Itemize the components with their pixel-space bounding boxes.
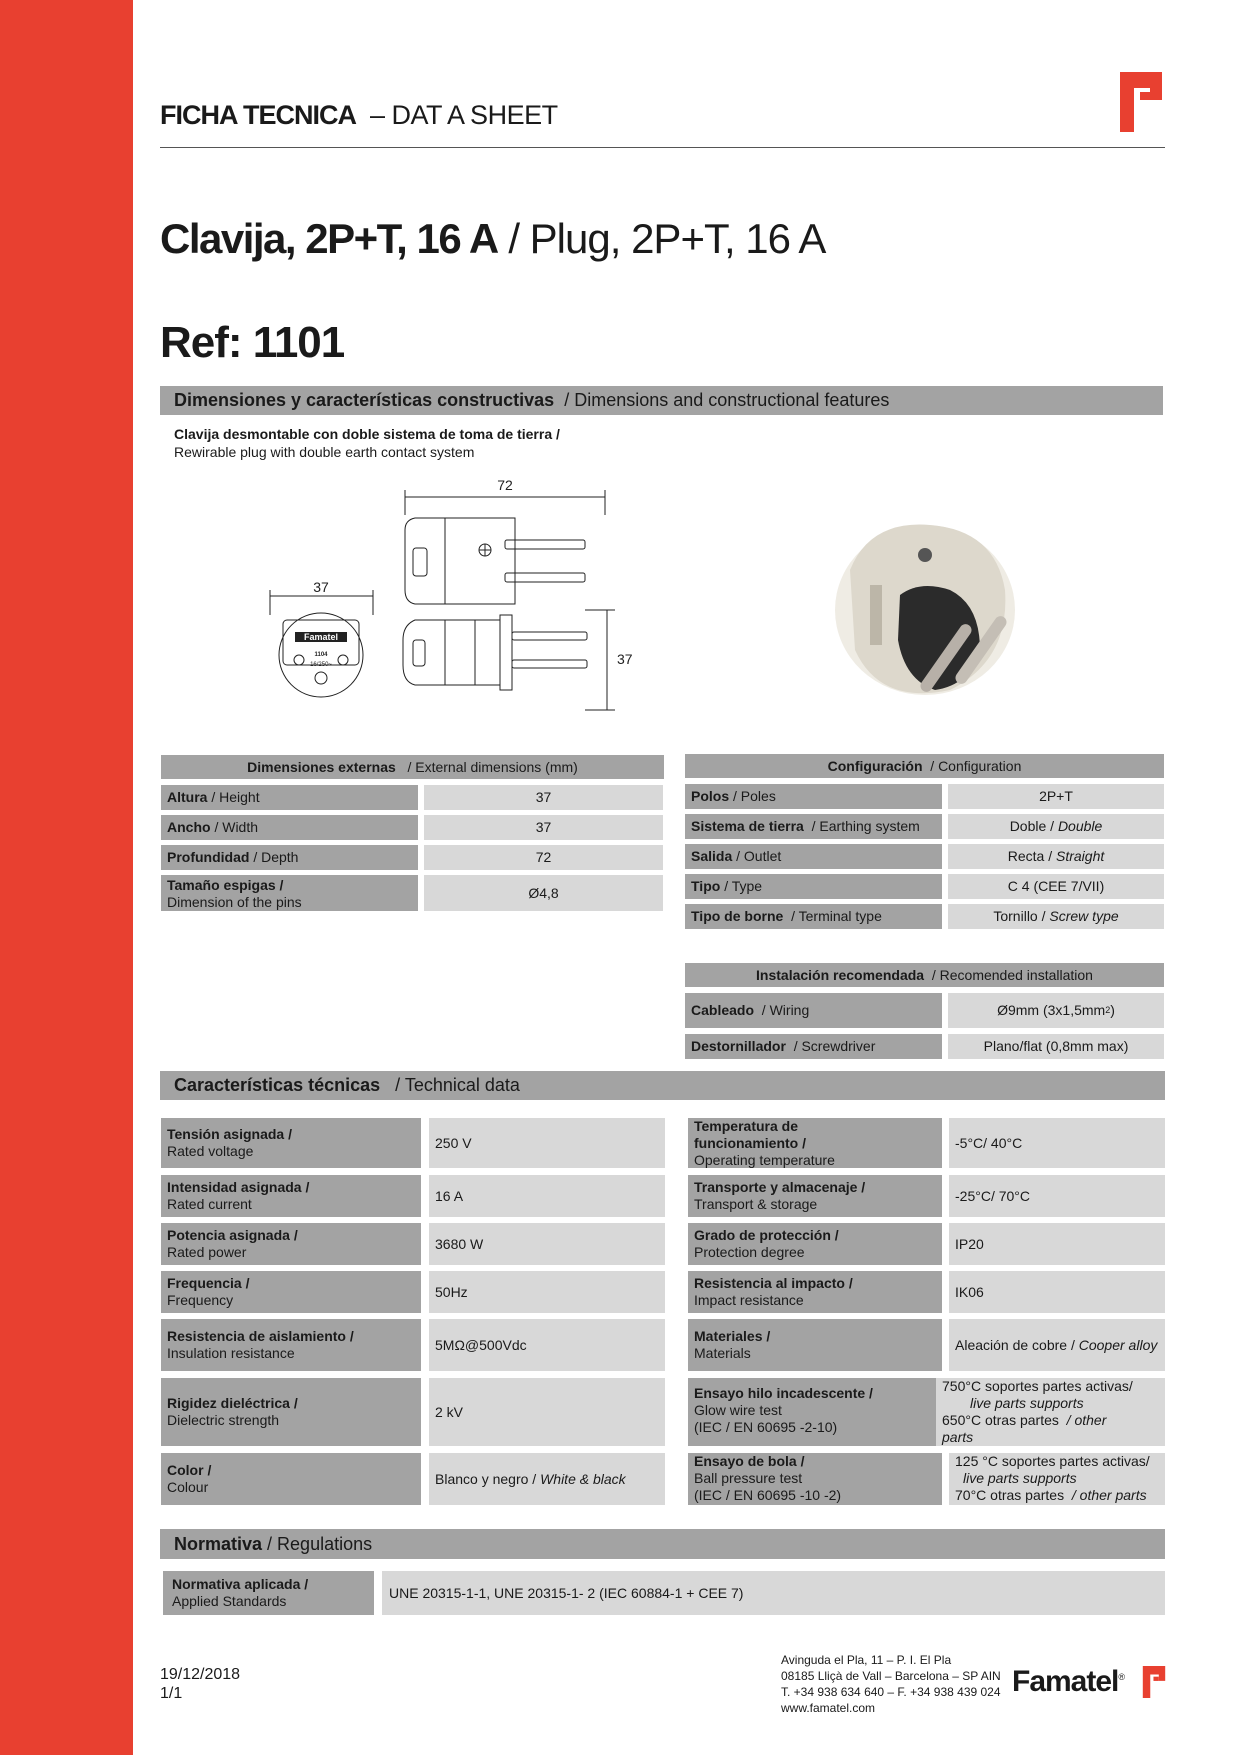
tech-label-power: Potencia asignada / Rated power (161, 1223, 421, 1265)
tech-value-materials: Aleación de cobre / Cooper alloy (949, 1319, 1165, 1371)
dim-72-label: 72 (497, 477, 513, 493)
ext-dims-header: Dimensiones externas / External dimensions (mm) (161, 755, 664, 779)
config-value-type: C 4 (CEE 7/VII) (948, 874, 1164, 899)
tech-value-operating-temp: -5°C/ 40°C (949, 1118, 1165, 1168)
ext-dims-label-depth: Profundidad / Depth (161, 845, 418, 870)
tech-label-materials: Materiales / Materials (688, 1319, 942, 1371)
plug-photo (830, 500, 1040, 720)
left-accent-bar (0, 0, 133, 1755)
tech-label-colour: Color / Colour (161, 1453, 421, 1505)
tech-value-insulation: 5MΩ@500Vdc (429, 1319, 665, 1371)
reg-label: Normativa aplicada / Applied Standards (163, 1571, 374, 1615)
ext-dims-label-height: Altura / Height (161, 785, 418, 810)
config-value-poles: 2P+T (948, 784, 1164, 809)
config-value-earthing: Doble / Double (948, 814, 1164, 839)
tech-label-glow-wire: Ensayo hilo incadescente / Glow wire test (IEC / EN 60695 -2-10) (688, 1378, 942, 1446)
product-title: Clavija, 2P+T, 16 A / Plug, 2P+T, 16 A (160, 215, 826, 262)
tech-value-frequency: 50Hz (429, 1271, 665, 1313)
section-technical-header: Características técnicas / Technical data (160, 1071, 1165, 1100)
config-label-type: Tipo / Type (685, 874, 942, 899)
install-value-wiring: Ø9mm (3x1,5mm 2 ) (948, 993, 1164, 1028)
footer-address: Avinguda el Pla, 11 – P. I. El Pla 08185 Lliçà de Vall – Barcelona – SP AIN T. +34 938 634 640 – F. +34 938 439 024 www.famatel.com (781, 1653, 1001, 1715)
famatel-logo-small-icon (1142, 1666, 1166, 1698)
section-regulations-header: Normativa / Regulations (160, 1529, 1165, 1559)
dim-37-right-label: 37 (617, 651, 633, 667)
ext-dims-value-width: 37 (424, 815, 663, 840)
reg-value: UNE 20315-1-1, UNE 20315-1- 2 (IEC 60884-1 + CEE 7) (382, 1571, 1165, 1615)
drawing-code-label: 1104 (314, 652, 328, 658)
config-value-outlet: Recta / Straight (948, 844, 1164, 869)
tech-label-transport: Transporte y almacenaje / Transport & storage (688, 1175, 942, 1217)
footer-brand: Famatel® (1012, 1665, 1125, 1698)
ext-dims-value-height: 37 (424, 785, 663, 810)
tech-value-voltage: 250 V (429, 1118, 665, 1168)
tech-label-protection: Grado de protección / Protection degree (688, 1223, 942, 1265)
tech-label-ball-pressure: Ensayo de bola / Ball pressure test (IEC / EN 60695 -10 -2) (688, 1453, 942, 1505)
tech-value-colour: Blanco y negro / White & black (429, 1453, 665, 1505)
dim-37-left-label: 37 (313, 579, 329, 595)
dimension-drawing (255, 470, 633, 720)
doc-header: FICHA TECNICA – DAT A SHEET (160, 100, 558, 130)
ext-dims-label-pins: Tamaño espigas / Dimension of the pins (161, 875, 418, 911)
tech-value-transport: -25°C/ 70°C (949, 1175, 1165, 1217)
tech-value-power: 3680 W (429, 1223, 665, 1265)
install-label-screwdriver: Destornillador / Screwdriver (685, 1034, 942, 1059)
config-label-earthing: Sistema de tierra / Earthing system (685, 814, 942, 839)
tech-value-current: 16 A (429, 1175, 665, 1217)
config-label-outlet: Salida / Outlet (685, 844, 942, 869)
drawing-brand-label: Famatel (303, 632, 339, 642)
famatel-logo-icon (1120, 72, 1162, 132)
config-label-terminal: Tipo de borne / Terminal type (685, 904, 942, 929)
tech-label-dielectric: Rigidez dieléctrica / Dielectric strength (161, 1378, 421, 1446)
tech-value-dielectric: 2 kV (429, 1378, 665, 1446)
product-description: Clavija desmontable con doble sistema de toma de tierra / Rewirable plug with double earth contact system (174, 426, 560, 460)
ext-dims-value-depth: 72 (424, 845, 663, 870)
tech-label-operating-temp: Temperatura de funcionamiento / Operating temperature (688, 1118, 942, 1168)
tech-value-glow-wire: 750°C soportes partes activas/ live parts supports 650°C otras partes / other parts (936, 1378, 1165, 1446)
tech-label-current: Intensidad asignada / Rated current (161, 1175, 421, 1217)
tech-label-frequency: Frequencia / Frequency (161, 1271, 421, 1313)
tech-value-impact: IK06 (949, 1271, 1165, 1313)
tech-label-voltage: Tensión asignada / Rated voltage (161, 1118, 421, 1168)
install-label-wiring: Cableado / Wiring (685, 993, 942, 1028)
footer-page: 1/1 (160, 1685, 183, 1702)
config-header: Configuración / Configuration (685, 754, 1164, 778)
product-ref: Ref: 1101 (160, 318, 345, 367)
ext-dims-value-pins: Ø4,8 (424, 875, 663, 911)
drawing-rating-label: 16/250~ (310, 662, 332, 668)
ext-dims-label-width: Ancho / Width (161, 815, 418, 840)
install-header: Instalación recomendada / Recomended installation (685, 963, 1164, 987)
config-value-terminal: Tornillo / Screw type (948, 904, 1164, 929)
header-divider (160, 147, 1165, 148)
config-label-poles: Polos / Poles (685, 784, 942, 809)
install-value-screwdriver: Plano/flat (0,8mm max) (948, 1034, 1164, 1059)
section-dimensions-header: Dimensiones y características constructivas / Dimensions and constructional features (160, 386, 1163, 415)
tech-label-impact: Resistencia al impacto / Impact resistance (688, 1271, 942, 1313)
tech-value-ball-pressure: 125 °C soportes partes activas/ live parts supports 70°C otras partes / other parts (949, 1453, 1165, 1505)
tech-label-insulation: Resistencia de aislamiento / Insulation resistance (161, 1319, 421, 1371)
footer-date: 19/12/2018 (160, 1666, 241, 1683)
tech-value-protection: IP20 (949, 1223, 1165, 1265)
